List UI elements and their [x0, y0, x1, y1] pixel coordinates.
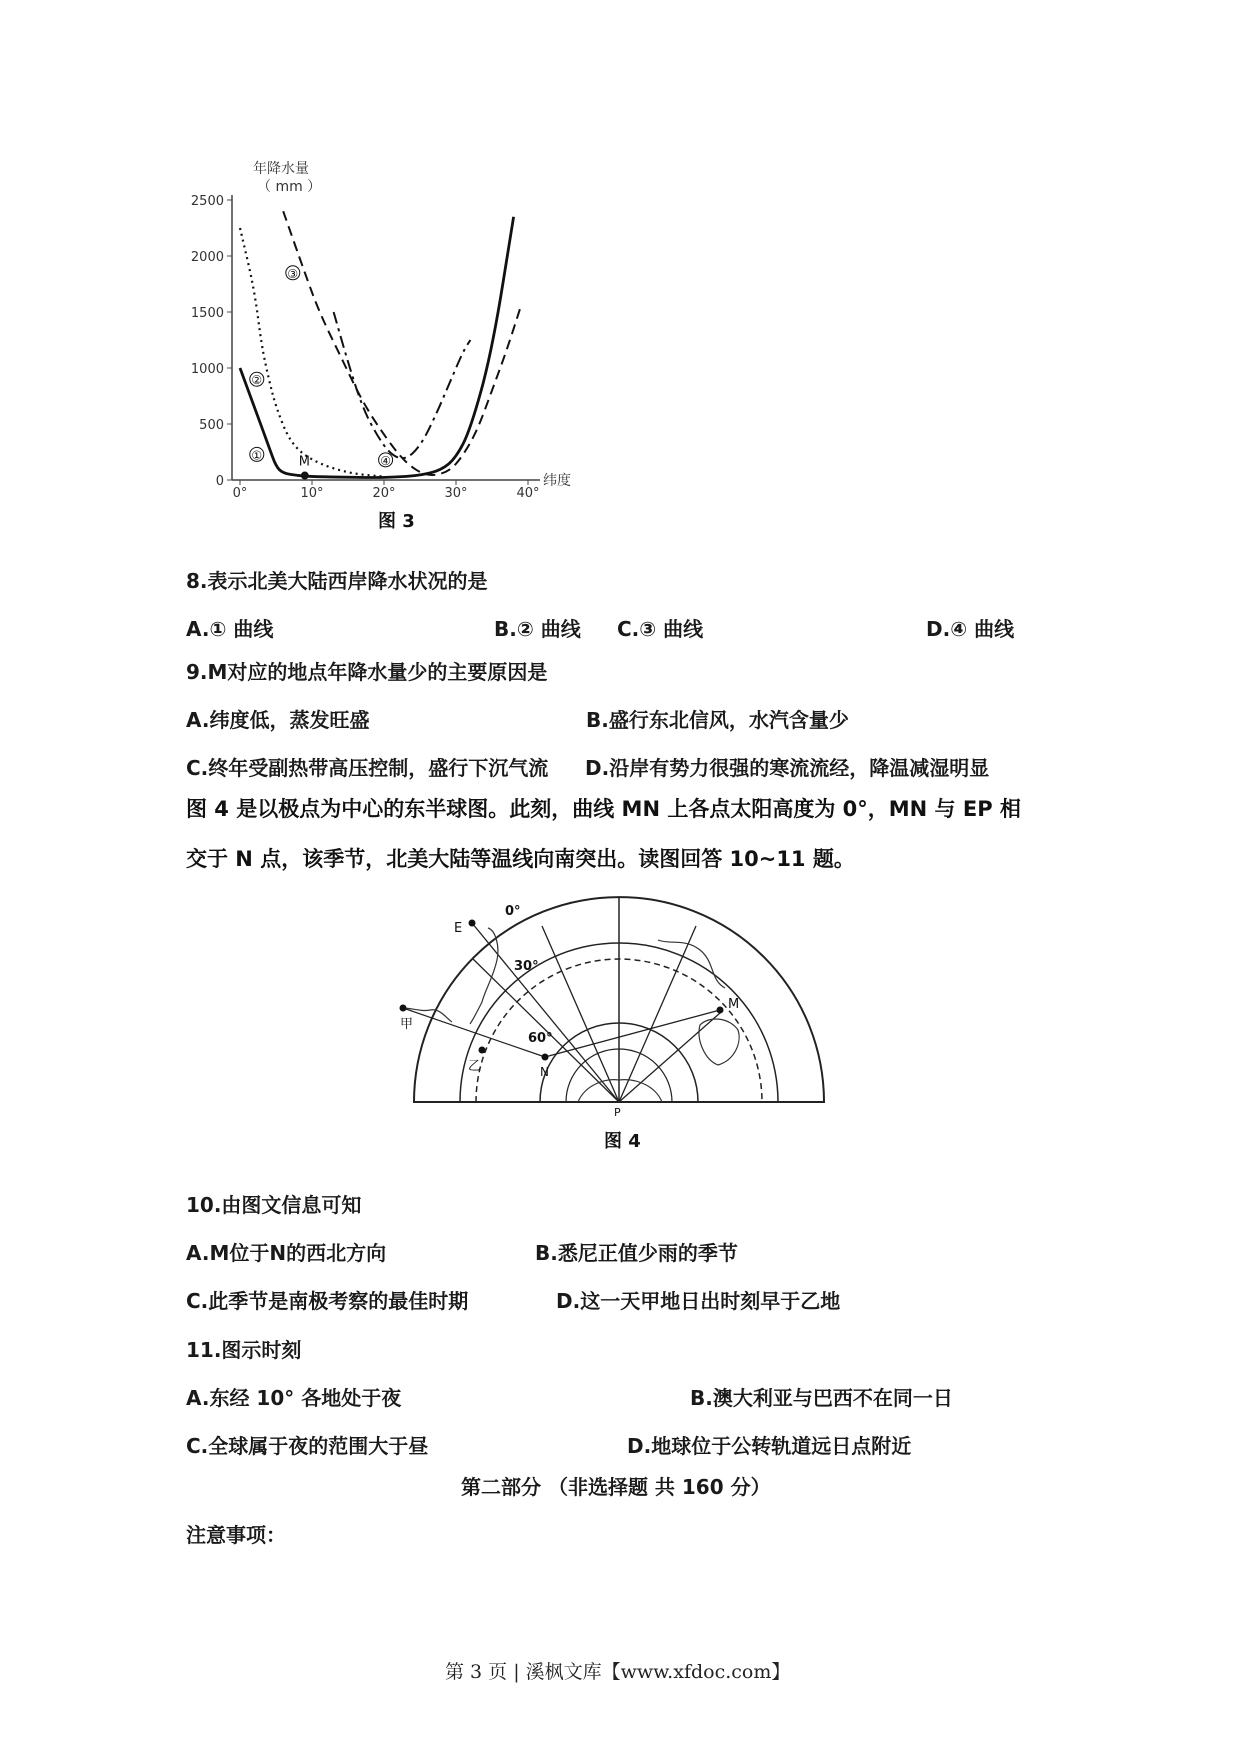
question11-option-a: A.东经 10° 各地处于夜	[186, 1386, 402, 1410]
label-p: P	[614, 1106, 621, 1119]
question9-option-b: B.盛行东北信风，水汽含量少	[586, 708, 849, 732]
meridian-line-right	[619, 926, 696, 1102]
y-tick-label: 0	[215, 474, 224, 489]
label-0-degree: 0°	[505, 904, 521, 919]
x-tick-label: 20°	[372, 486, 396, 501]
point-m-label: M	[298, 454, 311, 470]
africa-outline	[470, 928, 498, 1024]
series-line-2	[240, 228, 384, 477]
label-30-degree: 30°	[514, 959, 539, 974]
question8-option-a: A.① 曲线	[186, 617, 274, 641]
point-m	[717, 1007, 724, 1014]
question11-option-b: B.澳大利亚与巴西不在同一日	[690, 1386, 953, 1410]
label-m: M	[728, 997, 740, 1012]
label-yi: 乙	[468, 1059, 482, 1074]
point-e	[469, 920, 476, 927]
y-axis-label-line1: 年降水量	[253, 161, 309, 177]
question11-stem: 11.图示时刻	[186, 1338, 302, 1362]
x-axis-label: 纬度	[543, 473, 571, 489]
meridian-line-e	[472, 958, 619, 1102]
line-jia-n	[403, 1008, 545, 1057]
figure3-caption: 图 3	[378, 511, 415, 532]
figure4-caption: 图 4	[604, 1131, 641, 1152]
meridian-line-left	[542, 926, 619, 1102]
question8-option-d: D.④ 曲线	[926, 617, 1015, 641]
terminator-line-mn	[545, 1010, 720, 1057]
question9-option-d: D.沿岸有势力很强的寒流流经，降温减湿明显	[585, 756, 990, 780]
meridian-line-m	[619, 1013, 720, 1102]
series-label: ③	[287, 266, 299, 281]
question10-option-a: A.M位于N的西北方向	[186, 1241, 387, 1265]
series-line-4	[334, 312, 471, 458]
polar-hemisphere-diagram	[400, 890, 840, 1120]
question10-option-c: C.此季节是南极考察的最佳时期	[186, 1289, 469, 1313]
y-tick-label: 1500	[190, 306, 224, 321]
question11-option-c: C.全球属于夜的范围大于昼	[186, 1434, 429, 1458]
part2-title: 第二部分 （非选择题 共 160 分）	[461, 1475, 771, 1499]
series-label: ②	[251, 373, 263, 388]
question8-stem: 8.表示北美大陆西岸降水状况的是	[186, 569, 488, 593]
y-tick-label: 2500	[190, 194, 224, 209]
label-n: N	[540, 1065, 549, 1079]
x-tick-label: 0°	[232, 486, 248, 501]
x-tick-label: 40°	[516, 486, 540, 501]
question10-option-d: D.这一天甲地日出时刻早于乙地	[556, 1289, 841, 1313]
figure4-intro-line1: 图 4 是以极点为中心的东半球图。此刻，曲线 MN 上各点太阳高度为 0°，MN 与 EP 相	[186, 797, 1021, 821]
point-jia	[400, 1005, 407, 1012]
y-tick-label: 500	[199, 418, 224, 433]
point-yi	[479, 1047, 486, 1054]
series-label: ①	[251, 448, 263, 463]
notice-heading: 注意事项：	[186, 1523, 286, 1547]
label-jia: 甲	[400, 1017, 414, 1032]
label-e: E	[454, 921, 463, 936]
asia-outline	[658, 940, 725, 988]
series-label: ④	[380, 453, 391, 468]
y-axis-label-line2: （ mm ）	[257, 179, 322, 195]
question9-stem: 9.M对应的地点年降水量少的主要原因是	[186, 660, 548, 684]
question9-option-a: A.纬度低，蒸发旺盛	[186, 708, 370, 732]
point-n	[542, 1054, 549, 1061]
label-60-degree: 60°	[528, 1031, 553, 1046]
question9-option-c: C.终年受副热带高压控制，盛行下沉气流	[186, 756, 549, 780]
question11-option-d: D.地球位于公转轨道远日点附近	[627, 1434, 912, 1458]
series-line-3	[283, 211, 521, 475]
precipitation-latitude-chart	[185, 155, 605, 501]
page-footer: 第 3 页 | 溪枫文库【www.xfdoc.com】	[445, 1661, 791, 1683]
y-tick-label: 2000	[190, 250, 224, 265]
question10-stem: 10.由图文信息可知	[186, 1193, 362, 1217]
question8-option-c: C.③ 曲线	[617, 617, 704, 641]
x-tick-label: 10°	[300, 486, 324, 501]
figure4-intro-line2: 交于 N 点，该季节，北美大陆等温线向南突出。读图回答 10~11 题。	[186, 847, 855, 871]
x-tick-label: 30°	[444, 486, 468, 501]
question8-option-b: B.② 曲线	[494, 617, 581, 641]
y-tick-label: 1000	[190, 362, 224, 377]
question10-option-b: B.悉尼正值少雨的季节	[535, 1241, 738, 1265]
point-m-marker	[301, 472, 309, 480]
